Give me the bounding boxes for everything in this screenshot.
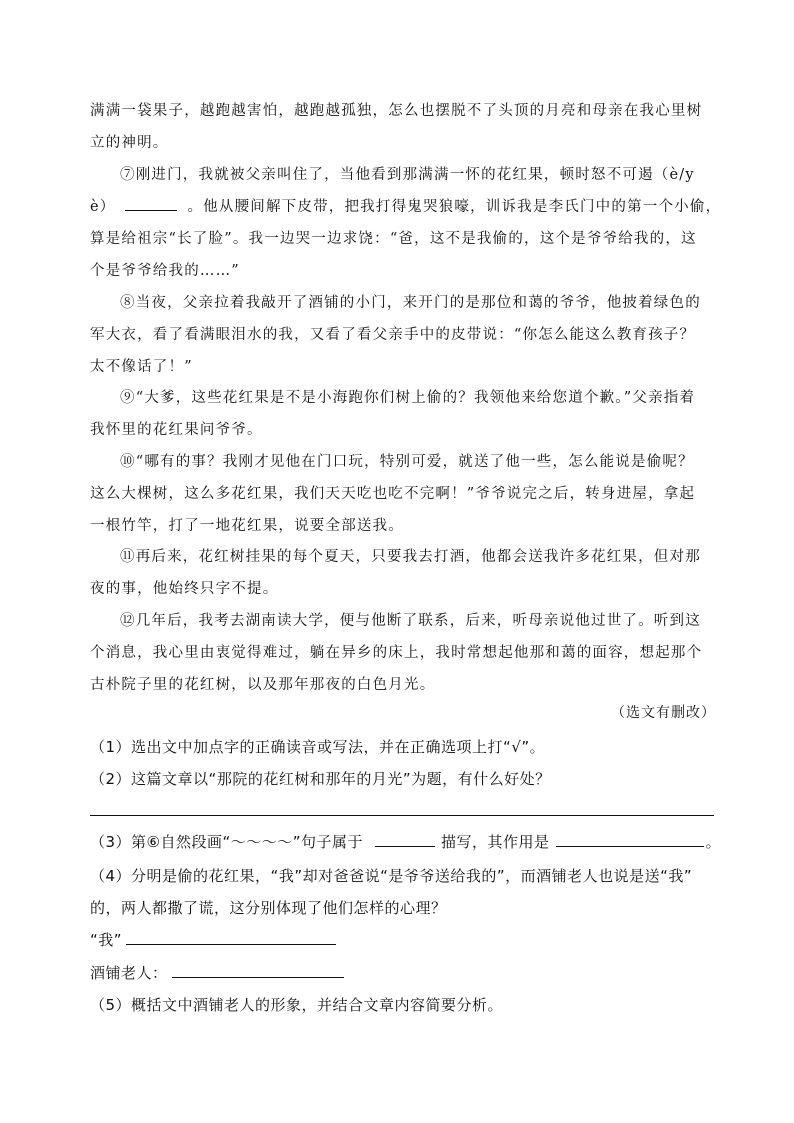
text-fragment: 。他从腰间解下皮带，把我打得鬼哭狼嚎，训诉我是李氏门中的第一个小偷， [187, 199, 722, 215]
paragraph-8 [90, 287, 720, 383]
question-3-text: 。 [705, 833, 722, 851]
question-3 [90, 826, 730, 858]
text-line: 夜的事，他始终只字不提。 [90, 581, 279, 597]
text-line: ⑪再后来，花红树挂果的每个夏天，只要我去打酒，他都会送我许多花红果，但对那 [120, 549, 701, 565]
text-line: ⑫几年后，我考去湖南读大学，便与他断了联系，后来，听母亲说他过世了。听到这 [120, 613, 701, 629]
question-2: （2）这篇文章以“那院的花红树和那年的月光”为题，有什么好处？ [90, 770, 551, 788]
answer-label: “我” [90, 931, 123, 949]
text-line: 的，两人都撒了谎，这分别体现了他们怎样的心理？ [90, 899, 447, 917]
question-5: （5）概括文中酒铺老人的形象，并结合文章内容简要分析。 [90, 996, 504, 1014]
text-line: 个是爷爷给我的……” [90, 263, 240, 279]
pinyin-option: è） [90, 199, 116, 215]
paragraph-9 [90, 382, 720, 446]
text-line: 古朴院子里的花红树，以及那年那夜的白色月光。 [90, 677, 436, 693]
answer-row-me [90, 924, 730, 956]
text-line: 立的神明。 [90, 135, 169, 151]
paragraph-continued [90, 95, 720, 159]
paragraph-11 [90, 541, 720, 605]
answer-blank-function[interactable] [556, 828, 704, 847]
text-line: 军大衣，看了看满眼泪水的我，又看了看父亲手中的皮带说：“你怎么能这么教育孩子？ [90, 327, 696, 343]
answer-blank-description[interactable] [375, 828, 435, 847]
text-line: 个消息，我心里由衷觉得难过，躺在异乡的床上，我时常想起他那和蔼的面容，想起那个 [90, 645, 703, 661]
question-3-text: （3）第⑥自然段画“～～～～”句子属于 [90, 833, 364, 851]
text-line: ⑦刚进门，我就被父亲叫住了，当他看到那满满一怀的花红果，顿时怒不可遏（è/y [120, 167, 695, 183]
text-line: ⑩“哪有的事？我刚才见他在门口玩，特别可爱，就送了他一些，怎么能说是偷呢？ [120, 454, 694, 470]
answer-line-q2[interactable] [90, 815, 714, 816]
paragraph-10 [90, 446, 720, 542]
text-line [90, 191, 720, 223]
answer-label: 酒铺老人： [90, 964, 168, 982]
text-line: 太不像话了！” [90, 359, 193, 375]
paragraph-12 [90, 605, 720, 701]
source-note: （选文有删改） [611, 705, 716, 721]
answer-blank[interactable] [125, 192, 177, 211]
text-line: （4）分明是偷的花红果，“我”却对爸爸说“是爷爷送给我的”，而酒铺老人也说是送“我” [90, 867, 693, 885]
text-line: ⑧当夜，父亲拉着我敲开了酒铺的小门，来开门的是那位和蔼的爷爷，他披着绿色的 [120, 295, 701, 311]
answer-row-old-man [90, 957, 730, 989]
text-line: 满满一袋果子，越跑越害怕，越跑越孤独，怎么也摆脱不了头顶的月亮和母亲在我心里树 [90, 103, 703, 119]
question-1: （1）选出文中加点字的正确读音或写法，并在正确选项上打“√”。 [90, 738, 546, 756]
answer-blank-me[interactable] [126, 926, 336, 945]
text-line: ⑨“大爹，这些花红果是不是小海跑你们树上偷的？我领他来给您道个歉。”父亲指着 [120, 390, 696, 406]
text-line: 一根竹竿，打了一地花红果，说要全部送我。 [90, 518, 404, 534]
question-3-text: 描写，其作用是 [441, 833, 550, 851]
paragraph-7 [90, 159, 720, 287]
text-line: 算是给祖宗“长了脸”。我一边哭一边求饶：“爸，这不是我偷的，这个是爷爷给我的，这 [90, 231, 697, 247]
answer-blank-old-man[interactable] [172, 959, 344, 978]
text-line: 我怀里的花红果问爷爷。 [90, 422, 263, 438]
text-line: 这么大棵树，这么多花红果，我们天天吃也吃不完啊！”爷爷说完之后，转身进屋，拿起 [90, 486, 696, 502]
question-4 [90, 860, 730, 924]
